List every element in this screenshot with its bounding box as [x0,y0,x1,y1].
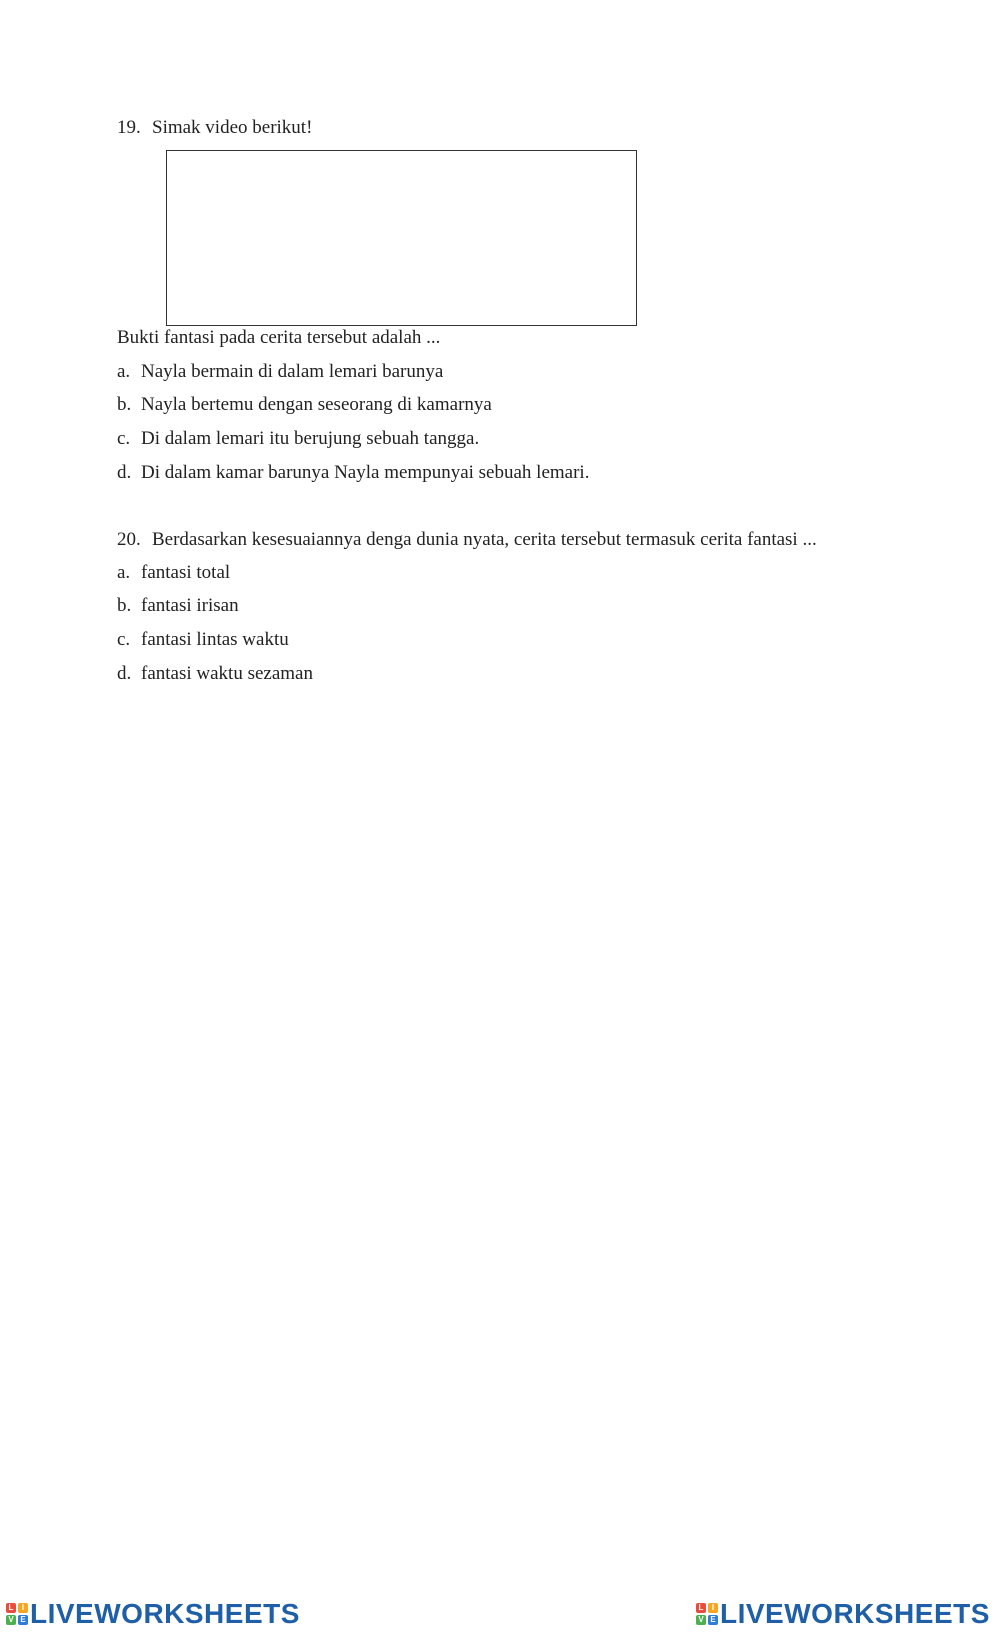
option-letter: b. [117,394,132,415]
question-19-text: Bukti fantasi pada cerita tersebut adalah ... [117,327,441,348]
question-19-option-a[interactable] [117,360,443,384]
question-19-header [117,116,312,140]
logo-text: LIVEWORKSHEETS [720,1598,990,1629]
option-letter: d. [117,663,132,684]
question-20-option-b[interactable] [117,594,239,618]
logo-text: LIVEWORKSHEETS [30,1598,300,1629]
option-letter: a. [117,562,131,583]
option-letter: c. [117,428,131,449]
question-19-option-d[interactable] [117,461,589,485]
icon-letter: V [6,1615,16,1625]
option-text: fantasi irisan [141,595,239,616]
liveworksheets-logo-right [696,1599,990,1629]
icon-letter: L [696,1603,706,1613]
option-text: fantasi total [141,562,231,583]
question-19-option-c[interactable] [117,427,479,451]
question-19-prompt: Simak video berikut! [152,117,313,138]
question-20-header [117,528,817,552]
option-text: fantasi waktu sezaman [141,663,313,684]
question-20-text: Berdasarkan kesesuaiannya denga dunia nyata, cerita tersebut termasuk cerita fantasi ... [152,529,817,550]
option-letter: d. [117,462,132,483]
icon-letter: E [18,1615,28,1625]
icon-letter: E [708,1615,718,1625]
question-19-number: 19. [117,117,141,138]
liveworksheets-logo-left [6,1599,300,1629]
option-text: fantasi lintas waktu [141,629,289,650]
icon-letter: I [18,1603,28,1613]
icon-letter: V [696,1615,706,1625]
option-letter: a. [117,361,131,382]
icon-letter: L [6,1603,16,1613]
icon-letter: I [708,1603,718,1613]
option-text: Di dalam lemari itu berujung sebuah tangga. [141,428,480,449]
question-19-option-b[interactable] [117,393,492,417]
option-text: Nayla bermain di dalam lemari barunya [141,361,444,382]
question-20-option-c[interactable] [117,628,289,652]
option-text: Nayla bertemu dengan seseorang di kamarnya [141,394,492,415]
option-letter: b. [117,595,132,616]
question-20-option-d[interactable] [117,662,313,686]
liveworksheets-icon [696,1603,718,1625]
liveworksheets-icon [6,1603,28,1625]
question-20-option-a[interactable] [117,561,230,585]
option-letter: c. [117,629,131,650]
video-player[interactable] [166,150,637,326]
option-text: Di dalam kamar barunya Nayla mempunyai sebuah lemari. [141,462,590,483]
question-20-number: 20. [117,529,141,550]
